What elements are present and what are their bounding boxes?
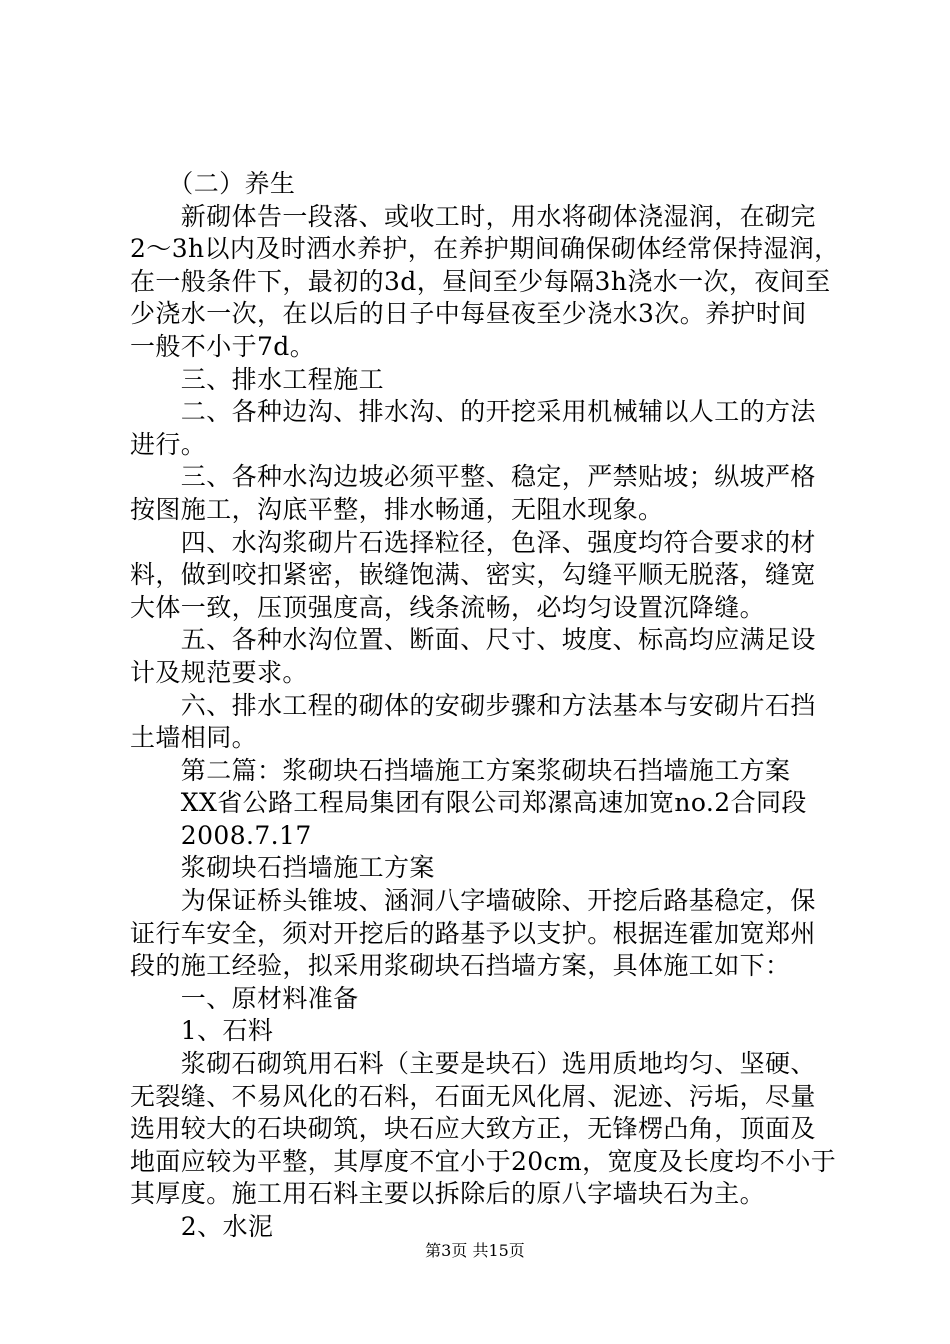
text-line: 五、各种水沟位置、断面、尺寸、坡度、标高均应满足设 <box>130 625 816 655</box>
text-line: 二、各种边沟、排水沟、的开挖采用机械辅以人工的方法 <box>130 397 816 427</box>
text-line: 进行。 <box>130 429 207 459</box>
text-line: 六、排水工程的砌体的安砌步骤和方法基本与安砌片石挡 <box>130 690 816 720</box>
text-line: 2008.7.17 <box>130 820 312 850</box>
text-line: 无裂缝、不易风化的石料，石面无风化屑、泥迹、污垢，尽量 <box>130 1081 816 1111</box>
text-line: 证行车安全，须对开挖后的路基予以支护。根据连霍加宽郑州 <box>130 918 816 948</box>
text-line: 计及规范要求。 <box>130 657 308 687</box>
text-line: 浆砌石砌筑用石料（主要是块石）选用质地均匀、坚硬、 <box>130 1049 816 1079</box>
text-line: 料，做到咬扣紧密，嵌缝饱满、密实，勾缝平顺无脱落，缝宽 <box>130 560 816 590</box>
text-line: XX省公路工程局集团有限公司郑漯高速加宽no.2合同段 <box>130 788 807 818</box>
document-body <box>130 168 840 1244</box>
text-line: 大体一致，压顶强度高，线条流畅，必均匀设置沉降缝。 <box>130 592 766 622</box>
text-line: 按图施工，沟底平整，排水畅通，无阻水现象。 <box>130 494 664 524</box>
text-line: 为保证桥头锥坡、涵洞八字墙破除、开挖后路基稳定，保 <box>130 886 816 916</box>
page-footer: 第3页 共15页 <box>425 1241 525 1260</box>
text-line: 一、原材料准备 <box>130 983 359 1013</box>
text-line: 2、水泥 <box>130 1212 274 1241</box>
text-line: （二）养生 <box>130 169 296 198</box>
text-line: 段的施工经验，拟采用浆砌块石挡墙方案，具体施工如下： <box>130 951 791 981</box>
text-line: 新砌体告一段落、或收工时，用水将砌体浇湿润，在砌完 <box>130 201 816 231</box>
text-line: 1、石料 <box>130 1016 274 1046</box>
text-line: 选用较大的石块砌筑，块石应大致方正，无锋楞凸角，顶面及 <box>130 1114 816 1144</box>
text-line: 少浇水一次，在以后的日子中每昼夜至少浇水3次。养护时间 <box>130 299 807 329</box>
text-line: 第二篇：浆砌块石挡墙施工方案浆砌块石挡墙施工方案 <box>130 755 791 785</box>
text-line: 三、排水工程施工 <box>130 364 385 394</box>
text-line: 2～3h以内及时洒水养护，在养护期间确保砌体经常保持湿润， <box>130 234 840 264</box>
text-line: 三、各种水沟边坡必须平整、稳定，严禁贴坡；纵坡严格 <box>130 462 816 492</box>
text-line: 四、水沟浆砌片石选择粒径，色泽、强度均符合要求的材 <box>130 527 816 557</box>
text-line: 浆砌块石挡墙施工方案 <box>130 853 435 883</box>
text-line: 地面应较为平整，其厚度不宜小于20cm，宽度及长度均不小于 <box>130 1146 837 1176</box>
text-line: 一般不小于7d。 <box>130 331 316 361</box>
text-line: 在一般条件下，最初的3d，昼间至少每隔3h浇水一次，夜间至 <box>130 266 831 296</box>
text-line: 其厚度。施工用石料主要以拆除后的原八字墙块石为主。 <box>130 1179 766 1209</box>
text-line: 土墙相同。 <box>130 723 258 753</box>
